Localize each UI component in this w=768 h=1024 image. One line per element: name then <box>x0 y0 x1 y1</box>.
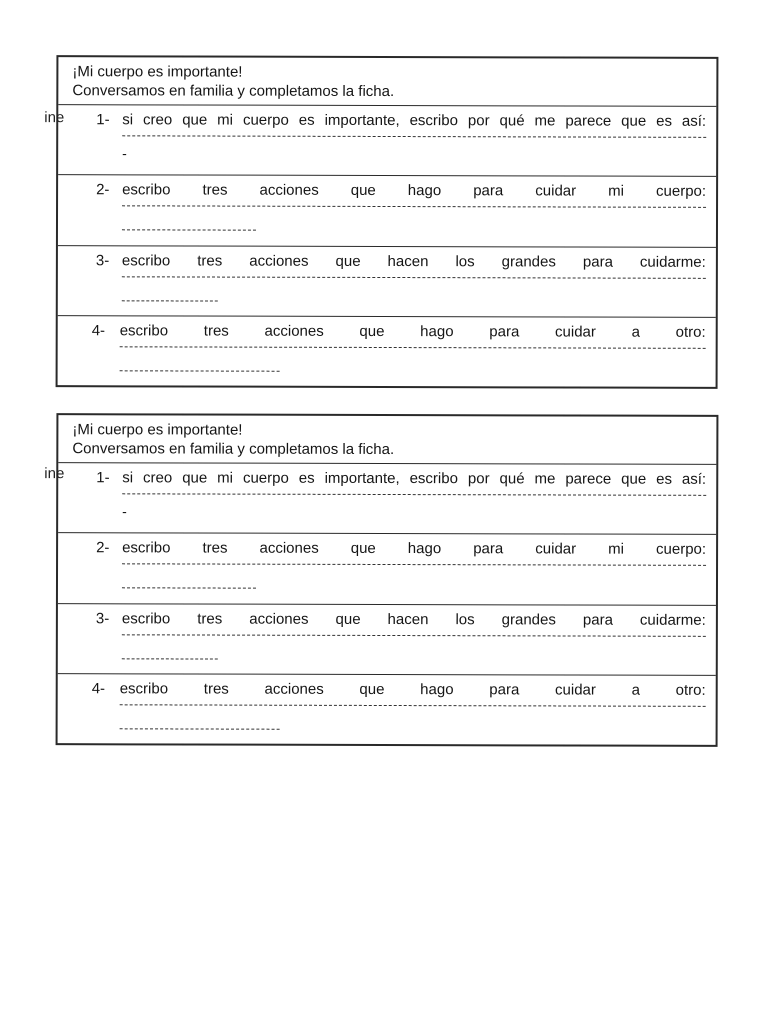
worksheet-header <box>58 415 716 465</box>
prompt-word: es <box>656 112 673 130</box>
prompt-word: escribo <box>409 470 458 488</box>
prompt-word: para <box>473 182 504 200</box>
prompt-word: qué <box>499 470 525 488</box>
prompt-word: qué <box>499 112 525 130</box>
prompt-word: que <box>621 112 647 130</box>
prompt-word: mi <box>608 182 625 200</box>
prompt-word: a <box>631 323 640 341</box>
question-prompt <box>120 322 706 341</box>
question-prompt <box>122 469 706 488</box>
prompt-word: cuidarme: <box>639 253 706 271</box>
prompt-word: hago <box>407 540 442 558</box>
prompt-word: así: <box>681 112 707 130</box>
answer-line[interactable] <box>122 493 706 496</box>
prompt-word: por <box>467 112 490 130</box>
worksheet-header <box>58 57 716 107</box>
prompt-word: tres <box>202 539 228 557</box>
answer-line[interactable] <box>122 205 706 208</box>
prompt-word: acciones <box>259 181 319 199</box>
prompt-word: cuerpo: <box>656 182 707 200</box>
question-number: 3- <box>95 252 110 270</box>
prompt-word: cuidar <box>555 681 596 699</box>
prompt-word: que <box>182 111 208 129</box>
answer-line-short[interactable] <box>122 587 256 588</box>
question-4 <box>58 674 716 745</box>
prompt-word: es <box>298 469 315 487</box>
prompt-word: que <box>350 539 376 557</box>
prompt-word: los <box>455 611 475 629</box>
prompt-word: tres <box>197 252 223 270</box>
prompt-word: escribo <box>121 252 171 270</box>
prompt-word: que <box>335 252 361 270</box>
prompt-word: cuerpo <box>242 469 289 487</box>
prompt-word: parece <box>565 112 612 130</box>
question-1 <box>58 463 716 535</box>
question-3 <box>58 246 716 318</box>
prompt-word: creo <box>143 111 173 129</box>
prompt-word: cuerpo <box>242 111 289 129</box>
answer-line[interactable] <box>122 563 706 566</box>
prompt-word: acciones <box>264 322 324 340</box>
prompt-word: tres <box>197 610 223 628</box>
prompt-word: que <box>621 470 647 488</box>
prompt-word: acciones <box>249 610 309 628</box>
answer-line-short[interactable] <box>120 370 280 371</box>
prompt-word: que <box>350 181 376 199</box>
prompt-word: creo <box>143 469 173 487</box>
margin-text: ine <box>44 109 65 127</box>
prompt-word: escribo <box>119 680 169 698</box>
question-prompt <box>120 680 706 699</box>
answer-line-short[interactable] <box>120 728 280 729</box>
prompt-word: acciones <box>259 539 319 557</box>
prompt-word: cuidar <box>555 323 596 341</box>
worksheet-1 <box>44 55 719 389</box>
prompt-word: los <box>455 253 475 271</box>
prompt-word: importante, <box>324 469 400 488</box>
prompt-word: para <box>582 253 613 271</box>
prompt-word: me <box>534 470 556 488</box>
prompt-word: es <box>298 111 315 129</box>
prompt-word: otro: <box>675 681 706 699</box>
worksheet-title: ¡Mi cuerpo es importante! <box>72 63 243 81</box>
question-number: 1- <box>96 111 110 129</box>
prompt-word: hago <box>407 182 442 200</box>
prompt-word: que <box>359 680 385 698</box>
answer-line-short[interactable] <box>122 229 256 230</box>
prompt-word: para <box>489 323 520 341</box>
question-prompt <box>122 539 706 558</box>
answer-line-end: - <box>122 145 127 162</box>
answer-line[interactable] <box>120 346 706 349</box>
question-number: 4- <box>91 680 106 698</box>
prompt-word: que <box>359 322 385 340</box>
prompt-word: acciones <box>249 252 309 270</box>
question-number: 3- <box>95 610 110 628</box>
prompt-word: escribo <box>122 181 171 199</box>
prompt-word: otro: <box>675 323 706 341</box>
prompt-word: hago <box>420 323 454 341</box>
prompt-word: hago <box>420 681 454 699</box>
worksheet-title: ¡Mi cuerpo es importante! <box>72 421 243 439</box>
prompt-word: cuidar <box>535 182 577 200</box>
margin-text: ine <box>44 465 65 483</box>
prompt-word: cuerpo: <box>656 540 707 558</box>
prompt-word: por <box>467 470 490 488</box>
prompt-word: si <box>122 111 134 129</box>
prompt-word: importante, <box>324 111 400 130</box>
answer-line[interactable] <box>120 704 706 707</box>
prompt-word: escribo <box>122 539 171 557</box>
prompt-word: que <box>335 610 361 628</box>
worksheet-2 <box>44 413 719 747</box>
prompt-word: cuidarme: <box>639 611 706 629</box>
prompt-word: hacen <box>387 611 429 629</box>
prompt-word: acciones <box>264 680 324 698</box>
question-3 <box>58 604 716 676</box>
answer-line[interactable] <box>122 634 706 637</box>
prompt-word: grandes <box>501 611 556 629</box>
prompt-word: tres <box>203 680 229 698</box>
prompt-word: es <box>656 470 673 488</box>
prompt-word: escribo <box>121 610 171 628</box>
question-prompt <box>122 111 706 130</box>
answer-line-short[interactable] <box>122 658 218 659</box>
worksheet-subtitle: Conversamos en familia y completamos la ficha. <box>72 440 395 459</box>
prompt-word: tres <box>202 181 228 199</box>
prompt-word: cuidar <box>535 540 577 558</box>
prompt-word: si <box>122 469 134 487</box>
question-prompt <box>122 181 706 200</box>
prompt-word: escribo <box>409 112 458 130</box>
answer-line[interactable] <box>122 135 706 138</box>
question-prompt <box>122 610 706 629</box>
question-1 <box>58 105 716 177</box>
prompt-word: para <box>582 611 613 629</box>
prompt-word: parece <box>565 470 612 488</box>
answer-line-end: - <box>122 503 127 520</box>
prompt-word: grandes <box>501 253 556 271</box>
prompt-word: hacen <box>387 253 429 271</box>
answer-line[interactable] <box>122 276 706 279</box>
prompt-word: para <box>473 540 504 558</box>
prompt-word: escribo <box>119 322 169 340</box>
prompt-word: así: <box>681 470 707 488</box>
prompt-word: a <box>631 681 640 699</box>
question-number: 2- <box>96 539 110 557</box>
question-2 <box>58 175 716 248</box>
prompt-word: mi <box>608 540 625 558</box>
question-number: 1- <box>96 469 110 487</box>
worksheet-subtitle: Conversamos en familia y completamos la ficha. <box>72 82 395 101</box>
question-number: 4- <box>91 322 106 340</box>
prompt-word: mi <box>217 111 234 129</box>
prompt-word: mi <box>217 469 234 487</box>
question-2 <box>58 533 716 606</box>
answer-line-short[interactable] <box>122 300 218 301</box>
question-number: 2- <box>96 181 110 199</box>
prompt-word: me <box>534 112 556 130</box>
question-4 <box>58 316 716 387</box>
prompt-word: que <box>182 469 208 487</box>
question-prompt <box>122 252 706 271</box>
prompt-word: para <box>489 681 520 699</box>
prompt-word: tres <box>203 322 229 340</box>
